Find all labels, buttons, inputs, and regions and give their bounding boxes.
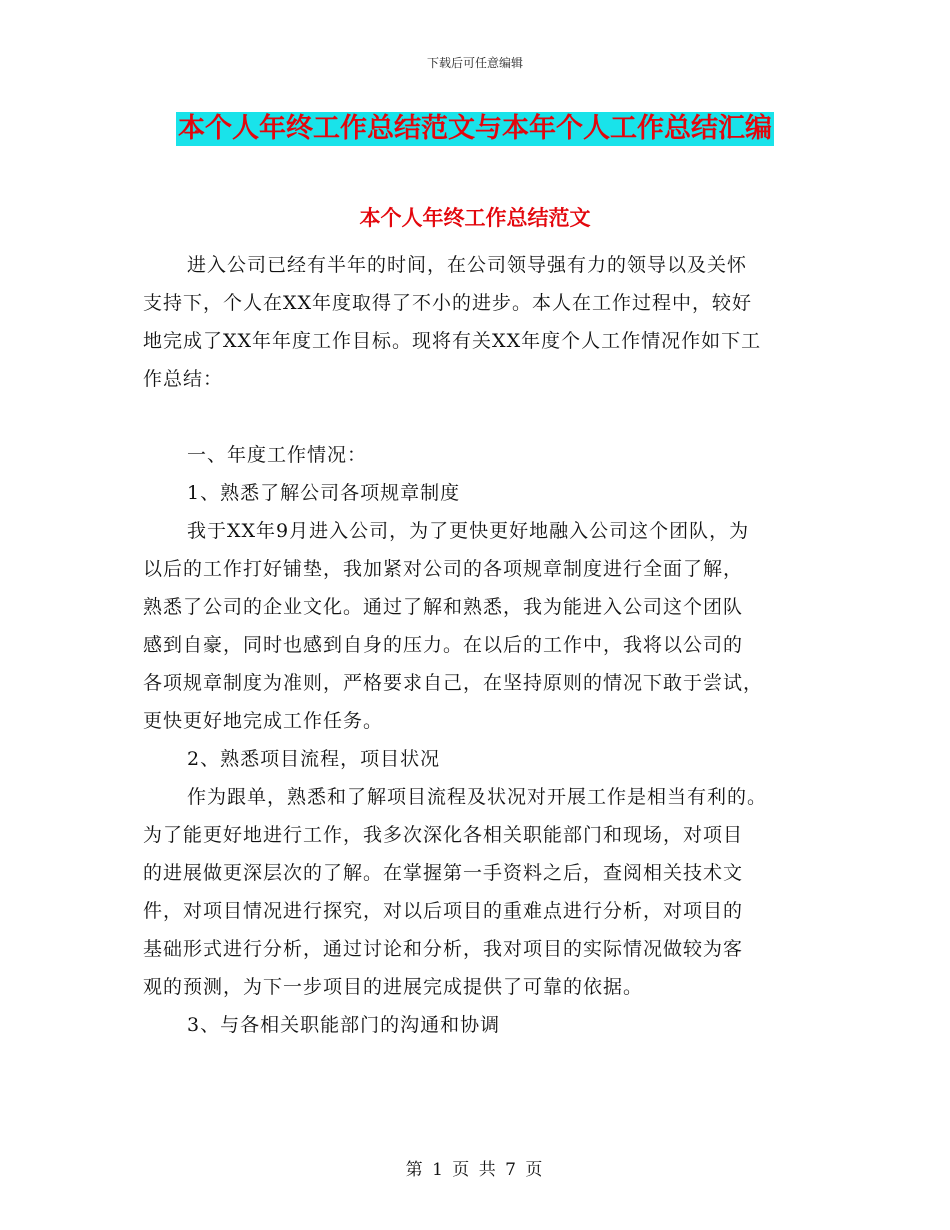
main-title-container	[0, 112, 950, 146]
paragraph-line: 各项规章制度为准则，严格要求自己，在坚持原则的情况下敢于尝试，	[143, 672, 764, 694]
paragraph-line: 作为跟单，熟悉和了解项目流程及状况对开展工作是相当有利的。	[187, 786, 768, 808]
paragraph-line: 我于XX年9月进入公司，为了更快更好地融入公司这个团队，为	[187, 520, 750, 542]
header-note: 下载后可任意编辑	[426, 56, 523, 70]
paragraph-line: 更快更好地完成工作任务。	[143, 710, 384, 732]
paragraph-line: 件，对项目情况进行探究，对以后项目的重难点进行分析，对项目的	[143, 900, 744, 922]
paragraph-line: 以后的工作打好铺垫，我加紧对公司的各项规章制度进行全面了解，	[143, 558, 744, 580]
paragraph-line: 的进展做更深层次的了解。在掌握第一手资料之后，查阅相关技术文	[143, 862, 744, 884]
main-title: 本个人年终工作总结范文与本年个人工作总结汇编	[178, 113, 772, 144]
paragraph-line: 支持下，个人在XX年度取得了不小的进步。本人在工作过程中，较好	[143, 292, 753, 314]
paragraph-line: 观的预测，为下一步项目的进展完成提供了可靠的依据。	[143, 976, 644, 998]
paragraph-line: 地完成了XX年年度工作目标。现将有关XX年度个人工作情况作如下工	[143, 330, 762, 352]
page-footer: 第 1 页 共 7 页	[405, 1160, 545, 1180]
section-title: 本个人年终工作总结范文	[359, 206, 591, 230]
section-heading: 一、年度工作情况：	[187, 444, 368, 466]
paragraph-line: 感到自豪，同时也感到自身的压力。在以后的工作中，我将以公司的	[143, 634, 744, 656]
subsection-heading: 3、与各相关职能部门的沟通和协调	[187, 1014, 501, 1036]
paragraph-line: 进入公司已经有半年的时间，在公司领导强有力的领导以及关怀	[187, 254, 748, 276]
subsection-heading: 2、熟悉项目流程，项目状况	[187, 748, 441, 770]
paragraph-line: 基础形式进行分析，通过讨论和分析，我对项目的实际情况做较为客	[143, 938, 744, 960]
body-text	[143, 246, 815, 1044]
blank-line	[143, 398, 815, 436]
paragraph-line: 为了能更好地进行工作，我多次深化各相关职能部门和现场，对项目	[143, 824, 744, 846]
paragraph-line: 熟悉了公司的企业文化。通过了解和熟悉，我为能进入公司这个团队	[143, 596, 744, 618]
subsection-heading: 1、熟悉了解公司各项规章制度	[187, 482, 461, 504]
paragraph-line: 作总结：	[143, 368, 224, 390]
